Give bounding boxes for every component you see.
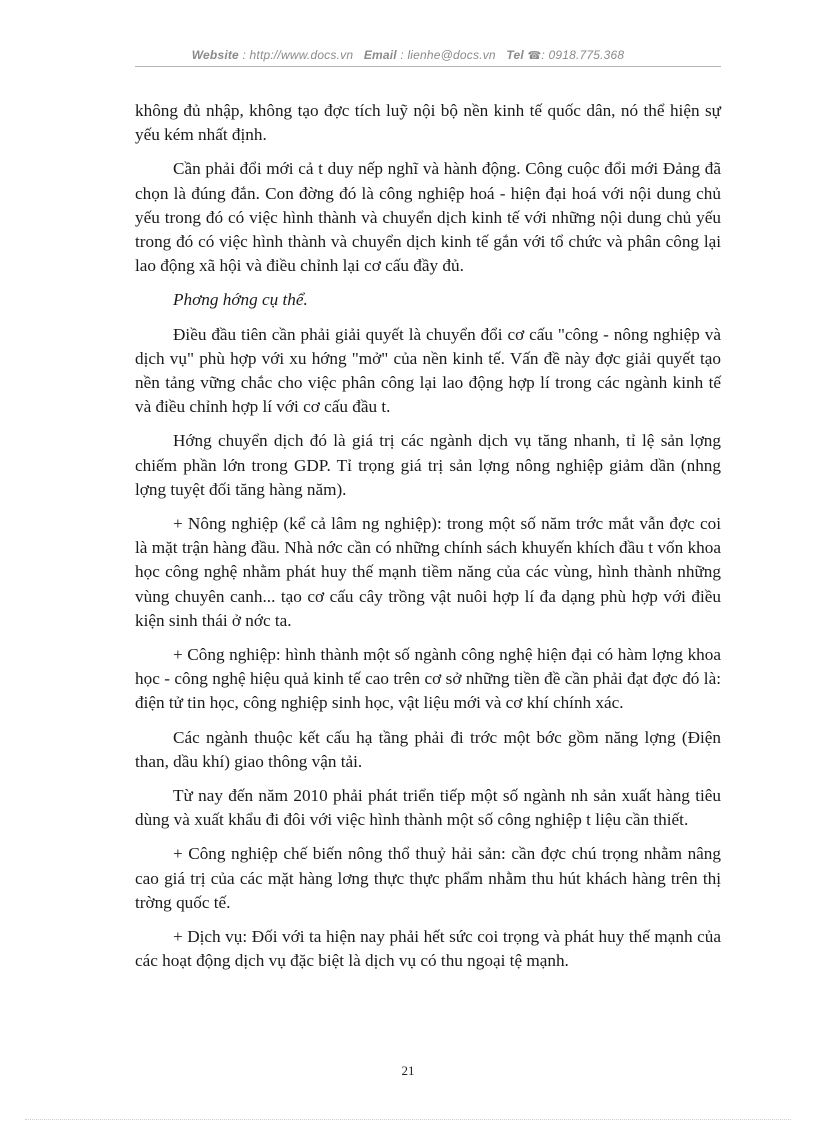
paragraph-industry: + Công nghiệp: hình thành một số ngành công nghệ hiện đại có hàm lợng khoa học - công nghệ hiệu quả kinh tế cao trên cơ sở những tiền đề cần phải đạt đợc đó là: điện tử tin học, công nghiệp sinh học, vật liệu mới và cơ khí chính xác. [135,645,721,713]
paragraph: Hớng chuyển dịch đó là giá trị các ngành dịch vụ tăng nhanh, tỉ lệ sản lợng chiếm phần lớn trong GDP. Tỉ trọng giá trị sản lợng nông nghiệp giảm dần (nhng lợng tuyệt đối tăng hàng năm). [135,431,721,499]
page-header [0,48,816,62]
section-heading: Phơng hớng cụ thể. [173,290,308,310]
website-label: Website [191,48,239,62]
paragraph-agriculture: + Nông nghiệp (kể cả lâm ng nghiệp): trong một số năm trớc mắt vẫn đợc coi là mặt trận hàng đầu. Nhà nớc cần có những chính sách khuyến khích đầu t vốn khoa học công nghệ nhằm phát huy thế mạnh tiềm năng của các vùng, hình thành những vùng chuyên canh... tạo cơ cấu cây trồng vật nuôi hợp lí đa dạng phù hợp với điều kiện sinh thái ở nớc ta. [135,514,721,630]
header-divider [135,66,721,67]
email-label: Email [363,48,397,62]
paragraph: Các ngành thuộc kết cấu hạ tầng phải đi trớc một bớc gồm năng lợng (Điện than, dầu khí) giao thông vận tải. [135,727,721,771]
paragraph: Cần phải đổi mới cả t duy nếp nghĩ và hành động. Công cuộc đổi mới Đảng đã chọn là đúng đắn. Con đờng đó là công nghiệp hoá - hiện đại hoá với nội dung chủ yếu trong đó có việc hình thành và chuyển dịch kinh tế với những nội dung chủ yếu trong đó có việc hình thành và chuyển dịch kinh tế gắn với tổ chức và phân công lại lao động xã hội và điều chỉnh lại cơ cấu đầy đủ. [135,159,721,276]
website-link[interactable]: : http://www.docs.vn [242,48,354,62]
paragraph: Điều đầu tiên cần phải giải quyết là chuyển đổi cơ cấu "công - nông nghiệp và dịch vụ" phù hợp với xu hớng "mở" của nền kinh tế. Vấn đề này đợc giải quyết tạo nền tảng vững chắc cho việc phân công lại lao động hợp lí trong các ngành kinh tế và điều chỉnh hợp lí với cơ cấu đầu t. [135,324,721,417]
document-body [135,99,721,984]
email-link[interactable]: : lienhe@docs.vn [400,48,496,62]
tel-value: : 0918.775.368 [541,48,625,62]
paragraph: Từ nay đến năm 2010 phải phát triển tiếp một số ngành nh sản xuất hàng tiêu dùng và xuất khẩu đi đôi với việc hình thành một số công nghiệp t liệu cần thiết. [135,786,721,830]
tel-label: Tel [506,48,524,62]
paragraph-continuation: không đủ nhập, không tạo đợc tích luỹ nội bộ nền kinh tế quốc dân, nó thể hiện sự yếu kém nhất định. [135,101,721,145]
paragraph-processing-industry: + Công nghiệp chế biến nông thổ thuỷ hải sản: cần đợc chú trọng nhằm nâng cao giá trị của các mặt hàng lơng thực thực phẩm nhằm thu hút khách hàng trên thị trờng quốc tế. [135,844,721,912]
page-number: 21 [401,1063,415,1078]
phone-icon: ☎ [527,50,542,62]
page-bottom-divider [25,1119,791,1120]
paragraph-services: + Dịch vụ: Đối với ta hiện nay phải hết sức coi trọng và phát huy thế mạnh của các hoạt động dịch vụ đặc biệt là dịch vụ có thu ngoại tệ mạnh. [135,927,721,971]
